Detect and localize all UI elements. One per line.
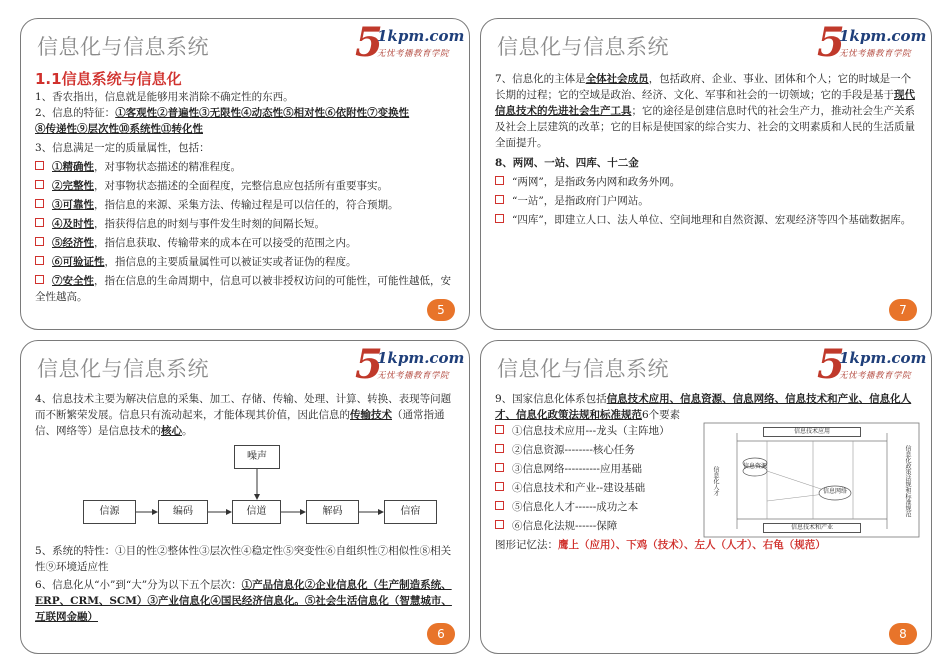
list-item: “两网”，是指政务内网和政务外网。 <box>495 174 917 190</box>
decode-box: 解码 <box>306 500 359 524</box>
logo-five: 5 <box>817 19 845 66</box>
bullet-square-icon <box>35 237 44 246</box>
bullet-square-icon <box>35 180 44 189</box>
slide-8 <box>480 340 932 654</box>
paragraph-6: 6、信息化从“小”到“大”分为以下五个层次：①产品信息化②企业信息化（生产制造系统、ERP、CRM、SCM）③产业信息化④国民经济信息化。⑤社会生活信息化（智慧城市、互联网金融） <box>35 579 452 623</box>
quality-item: ⑤经济性，指信息获取、传输带来的成本在可以接受的范围之内。 <box>35 235 455 251</box>
bullet-square-icon <box>495 425 504 434</box>
element-item: ③信息网络----------应用基础 <box>495 461 695 477</box>
quality-item: ⑦安全性，指在信息的生命周期中，信息可以被非授权访问的可能性，可能性越低，安全性越高。 <box>35 275 451 303</box>
quality-item: ④及时性，指获得信息的时刻与事件发生时刻的间隔长短。 <box>35 216 455 232</box>
bullet-square-icon <box>35 199 44 208</box>
bullet-square-icon <box>495 176 504 185</box>
sink-box: 信宿 <box>384 500 437 524</box>
logo-tagline: 无忧考播教育学院 <box>377 371 450 381</box>
bullet-square-icon <box>35 218 44 227</box>
paragraph-4: 4、信息技术主要为解决信息的采集、加工、存储、传输、处理、计算、转换、表现等问题而不断繁荣发展。信息只有流动起来，才能体现其价值，因此信息的传输技术（通常指通信、网络等）是信息技术的核心。 <box>35 393 452 437</box>
logo-tagline: 无忧考播教育学院 <box>377 49 450 59</box>
mnemonic-line: 图形记忆法：鹰上（应用）、下鸡（技术）、左人（人才）、右龟（规范） <box>495 539 826 551</box>
text-line: ⑧传递性⑨层次性⑩系统性⑪转化性 <box>35 123 203 135</box>
paragraph-5: 5、系统的特性：①目的性②整体性③层次性④稳定性⑤突变性⑥自组织性⑦相似性⑧相关性⑨环境适应性 <box>35 545 452 573</box>
bullet-square-icon <box>495 214 504 223</box>
noise-box: 噪声 <box>234 445 280 469</box>
logo <box>817 19 927 66</box>
text-line: 3、信息满足一定的质量属性，包括： <box>35 142 210 154</box>
text-line: 2、信息的特征：①客观性②普遍性③无限性④动态性⑤相对性⑥依附性⑦变换性 <box>35 107 410 119</box>
quality-item: ①精确性，对事物状态描述的精准程度。 <box>35 159 455 175</box>
slide-5 <box>20 18 470 330</box>
quality-item: ③可靠性，指信息的来源、采集方法、传输过程是可以信任的，符合预期。 <box>35 197 455 213</box>
diagram-top-box: 信息技术应用 <box>763 427 861 437</box>
page-number: 5 <box>427 299 455 321</box>
logo-site: 1kpm.com <box>377 27 465 45</box>
slide-title: 信息化与信息系统 <box>37 35 209 59</box>
diagram-right-label: 信息化政策法规和标准规范 <box>904 445 911 517</box>
logo-site: 1kpm.com <box>839 349 927 367</box>
bullet-square-icon <box>495 195 504 204</box>
diagram-bottom-box: 信息技术和产业 <box>763 523 861 533</box>
bullet-square-icon <box>495 463 504 472</box>
paragraph-7: 7、信息化的主体是全体社会成员，包括政府、企业、事业、团体和个人；它的时域是一个长期的过程；它的空域是政治、经济、文化、军事和社会的一切领域；它的手段是基于现代信息技术的先进社会生产工具；它的途径是创建信息时代的社会生产力，推动社会生产关系及社会上层建筑的改革；它的目标是使国家的综合实力、社会的文明素质和人民的生活质量全面提升。 <box>495 73 915 149</box>
diagram-left-label: 信息化人才 <box>712 466 719 496</box>
quality-item: ②完整性，对事物状态描述的全面程度，完整信息应包括所有重要事实。 <box>35 178 455 194</box>
encode-box: 编码 <box>158 500 208 524</box>
slide-7 <box>480 18 932 330</box>
source-box: 信源 <box>83 500 136 524</box>
section-heading: 1.1信息系统与信息化 <box>35 70 182 88</box>
page-number: 7 <box>889 299 917 321</box>
slide-title: 信息化与信息系统 <box>497 35 669 59</box>
national-informatization-diagram <box>703 421 921 541</box>
diagram-resource: 信息资源 <box>743 463 768 470</box>
element-item: ④信息技术和产业--建设基础 <box>495 480 695 496</box>
element-item: ⑥信息化法规------保障 <box>495 518 695 534</box>
text-line: 1、香农指出，信息就是能够用来消除不确定性的东西。 <box>35 91 294 103</box>
logo <box>817 341 927 388</box>
bullet-square-icon <box>495 444 504 453</box>
list-item: “四库”，即建立人口、法人单位、空间地理和自然资源、宏观经济等四个基础数据库。 <box>495 212 917 228</box>
bullet-square-icon <box>495 520 504 529</box>
list-item: “一站”，是指政府门户网站。 <box>495 193 917 209</box>
element-item: ①信息技术应用---龙头（主阵地） <box>495 423 695 439</box>
logo <box>355 19 465 66</box>
slide-title: 信息化与信息系统 <box>37 357 209 381</box>
page-number: 6 <box>427 623 455 645</box>
bullet-square-icon <box>35 275 44 284</box>
logo-tagline: 无忧考播教育学院 <box>839 371 912 381</box>
bullet-square-icon <box>495 501 504 510</box>
heading-8: 8、两网、一站、四库、十二金 <box>495 157 639 169</box>
bullet-square-icon <box>495 482 504 491</box>
slide-title: 信息化与信息系统 <box>497 357 669 381</box>
slide-6 <box>20 340 470 654</box>
bullet-square-icon <box>35 161 44 170</box>
page-number: 8 <box>889 623 917 645</box>
logo-five: 5 <box>817 341 845 388</box>
logo-five: 5 <box>355 19 383 66</box>
element-item: ②信息资源--------核心任务 <box>495 442 695 458</box>
logo-five: 5 <box>355 341 383 388</box>
logo-site: 1kpm.com <box>839 27 927 45</box>
paragraph-9: 9、国家信息化体系包括信息技术应用、信息资源、信息网络、信息技术和产业、信息化人才、信息化政策法规和标准规范6个要素 <box>495 393 912 421</box>
logo-site: 1kpm.com <box>377 349 465 367</box>
channel-box: 信道 <box>232 500 281 524</box>
quality-item: ⑥可验证性，指信息的主要质量属性可以被证实或者证伪的程度。 <box>35 254 455 270</box>
element-item: ⑤信息化人才------成功之本 <box>495 499 695 515</box>
logo-tagline: 无忧考播教育学院 <box>839 49 912 59</box>
diagram-network: 信息网络 <box>822 488 847 495</box>
bullet-square-icon <box>35 256 44 265</box>
